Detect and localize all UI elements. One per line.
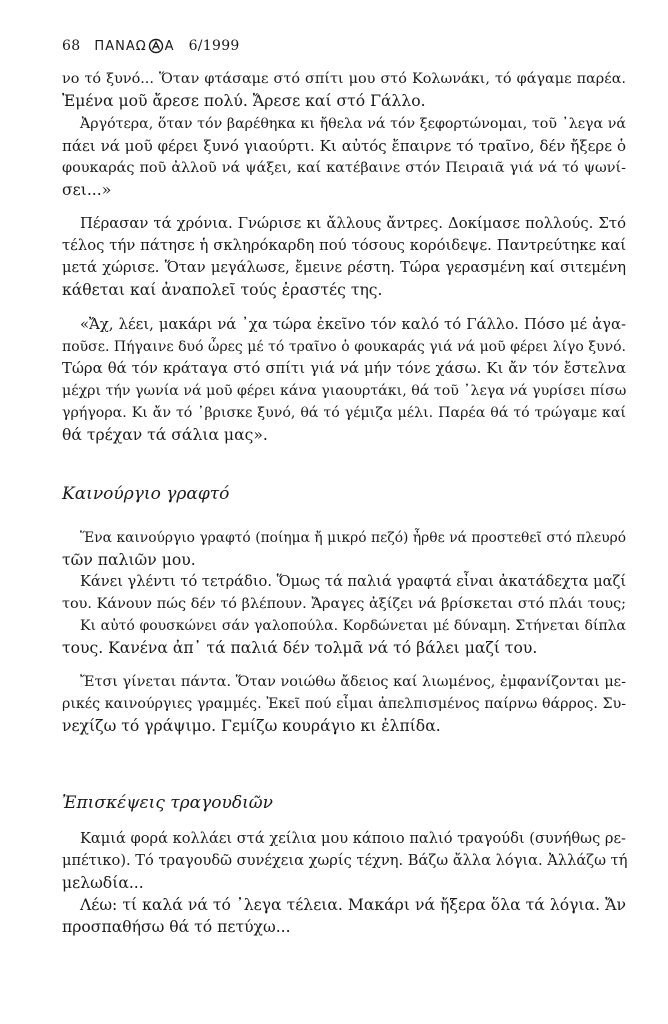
text-line: Ἔτσι γίνεται πάντα. Ὅταν νοιώθω ἄδειος καί λιωμένος, ἐμφανίζονται με-	[80, 674, 626, 690]
magazine-logo	[94, 38, 174, 54]
text-line: γρήγορα. Κι ἄν τό ᾽βρισκε ξυνό, θά τό γέμιζα μέλι. Παρέα θά τό τρώγαμε καί	[62, 405, 626, 421]
text-line: νο τό ξυνό... Ὅταν φτάσαμε στό σπίτι μου στό Κολωνάκι, τό φάγαμε παρέα.	[62, 71, 626, 87]
text-line: ποῦσε. Πήγαινε δυό ὧρες μέ τό τραῖνο ὁ φουκαράς γιά νά μοῦ φέρει λίγο ξυνό.	[62, 339, 626, 355]
text-line: μελωδία...	[62, 874, 144, 892]
magazine-name-left: ΠΑΝΑΩ	[94, 38, 147, 54]
text-line: μέχρι τήν γωνία νά μοῦ φέρει κάνα γιαουρτάκι, θά τοῦ ᾽λεγα νά γυρίσει πίσω	[62, 383, 627, 399]
text-line: του. Κάνουν πώς δέν τό βλέπουν. Ἄραγες ἀξίζει νά βρίσκεται στό πλάι τους;	[62, 596, 626, 612]
text-line: Πέρασαν τά χρόνια. Γνώρισε κι ἄλλους ἄντρες. Δοκίμασε πολλούς. Στό	[80, 215, 626, 232]
text-line: Καμιά φορά κολλάει στά χείλια μου κάποιο παλιό τραγούδι (συνήθως ρε-	[80, 830, 626, 847]
issue-date: 6/1999	[188, 38, 240, 54]
text-line: Ἀργότερα, ὅταν τόν βαρέθηκα κι ἤθελα νά τόν ξεφορτώνομαι, τοῦ ᾽λεγα νά	[80, 116, 626, 132]
text-line: προσπαθήσω θά τό πετύχω...	[62, 918, 291, 936]
magazine-name-right: Α	[164, 38, 175, 54]
text-line: Τώρα θά τόν κράταγα στό σπίτι γιά νά μήν τόνε χάσω. Κι ἄν τόν ἔστελνα	[62, 360, 626, 377]
text-line: νεχίζω τό γράψιμο. Γεμίζω κουράγιο κι ἐλπίδα.	[62, 717, 441, 735]
text-line: Ἐμένα μοῦ ἄρεσε πολύ. Ἄρεσε καί στό Γάλλο.	[62, 92, 426, 110]
text-line: «Ἄχ, λέει, μακάρι νά ᾽χα τώρα ἐκεῖνο τόν καλό τό Γάλλο. Πόσο μέ ἀγα-	[80, 316, 626, 333]
text-line: θά τρέχαν τά σάλια μας».	[62, 426, 268, 444]
magazine-logo-icon	[148, 38, 164, 54]
text-line: τῶν παλιῶν μου.	[62, 551, 196, 569]
text-line: τους. Κανένα ἀπ᾽ τά παλιά δέν τολμᾶ νά τό βάλει μαζί του.	[62, 639, 538, 657]
text-line: τέλος τήν πάτησε ἡ σκληρόκαρδη πού τόσους κορόιδεψε. Παντρεύτηκε καί	[62, 237, 626, 254]
text-line: μπέτικο). Τό τραγουδῶ συνέχεια χωρίς τέχνη. Βάζω ἄλλα λόγια. Ἀλλάζω τή	[62, 852, 628, 869]
text-line: ρικές καινούργιες γραμμές. Ἐκεῖ πού εἶμαι ἀπελπισμένος παίρνω θάρρος. Συ-	[62, 696, 626, 712]
text-line: Κι αὐτό φουσκώνει σάν γαλοπούλα. Κορδώνεται μέ δύναμη. Στήνεται δίπλα	[80, 618, 626, 634]
text-line: Λέω: τί καλά νά τό ᾽λεγα τέλεια. Μακάρι νά ἤξερα ὅλα τά λόγια. Ἄν	[80, 896, 626, 914]
text-line: μετά χώρισε. Ὅταν μεγάλωσε, ἔμεινε ρέστη. Τώρα γερασμένη καί σιτεμένη	[62, 259, 626, 276]
text-line: Κάνει γλέντι τό τετράδιο. Ὅμως τά παλιά γραφτά εἶναι ἀκατάδεχτα μαζί	[80, 573, 627, 590]
text-line: Ἕνα καινούργιο γραφτό (ποίημα ἤ μικρό πεζό) ἦρθε νά προστεθεῖ στό πλευρό	[80, 530, 626, 546]
text-line: κάθεται καί ἀναπολεῖ τούς ἐραστές της.	[62, 281, 383, 299]
text-line: σει...»	[62, 181, 112, 199]
page-number: 68	[62, 38, 81, 54]
page-header	[62, 38, 240, 54]
section-heading: Ἐπισκέψεις τραγουδιῶν	[62, 793, 273, 813]
text-line: φουκαράς ποῦ ἀλλοῦ νά ψάξει, καί κατέβαινε στόν Πειραιᾶ γιά νά τό ψωνί-	[62, 160, 626, 176]
section-heading: Καινούργιο γραφτό	[62, 484, 230, 504]
text-line: πάει νά μοῦ φέρει ξυνό γιαούρτι. Κι αὐτός ἔπαιρνε τό τραῖνο, δέν ἤξερε ὁ	[62, 137, 626, 155]
